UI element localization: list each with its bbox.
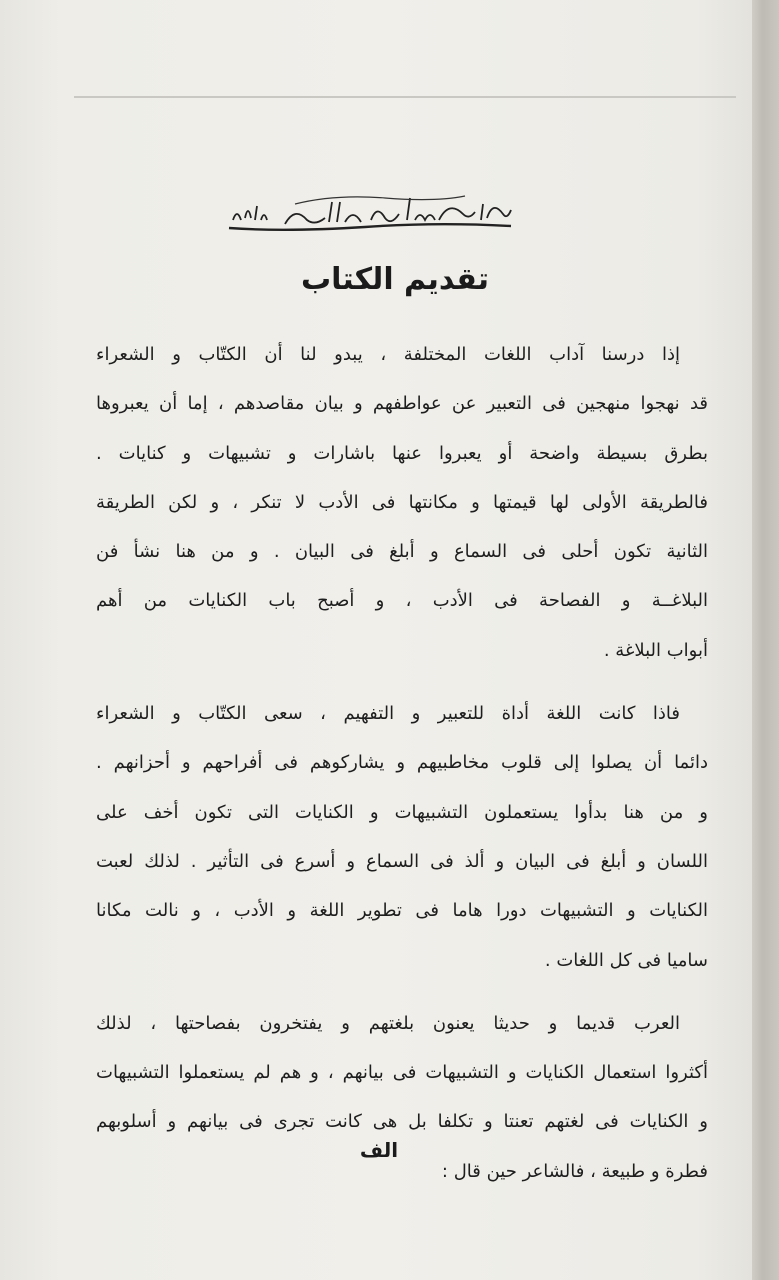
- text-line: ساميا فى كل اللغات .: [544, 949, 708, 971]
- text-line: العرب قديما و حديثا يعنون بلغتهم و يفتخرون بفصاحتها ، لذلك: [96, 1012, 680, 1034]
- text-line: بطرق بسيطة واضحة أو يعبروا عنها باشارات و تشبيهات و كنايات .: [96, 442, 708, 464]
- header-rule: [74, 96, 736, 98]
- paragraph: [96, 330, 708, 675]
- text-line: دائما أن يصلوا إلى قلوب مخاطبيهم و يشاركوهم فى أفراحهم و أحزانهم .: [96, 752, 708, 774]
- text-line: فاذا كانت اللغة أداة للتعبير و التفهيم ، سعى الكتّاب و الشعراء: [96, 703, 680, 725]
- text-line: فالطريقة الأولى لها قيمتها و مكانتها فى الأدب لا تنكر ، و لكن الطريقة: [96, 491, 708, 513]
- text-line: فطرة و طبيعة ، فالشاعر حين قال :: [441, 1160, 708, 1182]
- bismillah-calligraphy: [225, 190, 515, 240]
- paragraph: [96, 999, 708, 1196]
- text-line: البلاغــة و الفصاحة فى الأدب ، و أصبح باب الكنايات من أهم: [96, 590, 708, 612]
- body-text: [96, 330, 708, 1196]
- section-title: تقديم الكتاب: [300, 262, 490, 297]
- text-line: اللسان و أبلغ فى البيان و ألذ فى السماع و أسرع فى التأثير . لذلك لعبت: [96, 850, 708, 872]
- text-line: الكنايات و التشبيهات دورا هاما فى تطوير اللغة و الأدب ، و نالت مكانا: [96, 900, 708, 922]
- text-line: و الكنايات فى لغتهم تعنتا و تكلفا بل هى كانت تجرى فى بيانهم و أسلوبهم: [96, 1111, 708, 1133]
- text-line: قد نهجوا منهجين فى التعبير عن عواطفهم و بيان مقاصدهم ، إما أن يعبروها: [96, 393, 708, 415]
- page-edge: [752, 0, 779, 1280]
- text-line: و من هنا بدأوا يستعملون التشبيهات و الكنايات التى تكون أخف على: [96, 801, 708, 823]
- text-line: إذا درسنا آداب اللغات المختلفة ، يبدو لنا أن الكتّاب و الشعراء: [96, 344, 680, 365]
- text-line: الثانية تكون أحلى فى السماع و أبلغ فى البيان . و من هنا نشأ فن: [96, 541, 708, 563]
- text-line: أبواب البلاغة .: [603, 639, 708, 661]
- text-line: أكثروا استعمال الكنايات و التشبيهات فى بيانهم ، و هم لم يستعملوا التشبيهات: [96, 1062, 708, 1084]
- paragraph: [96, 689, 708, 985]
- page-number: الف: [359, 1138, 399, 1162]
